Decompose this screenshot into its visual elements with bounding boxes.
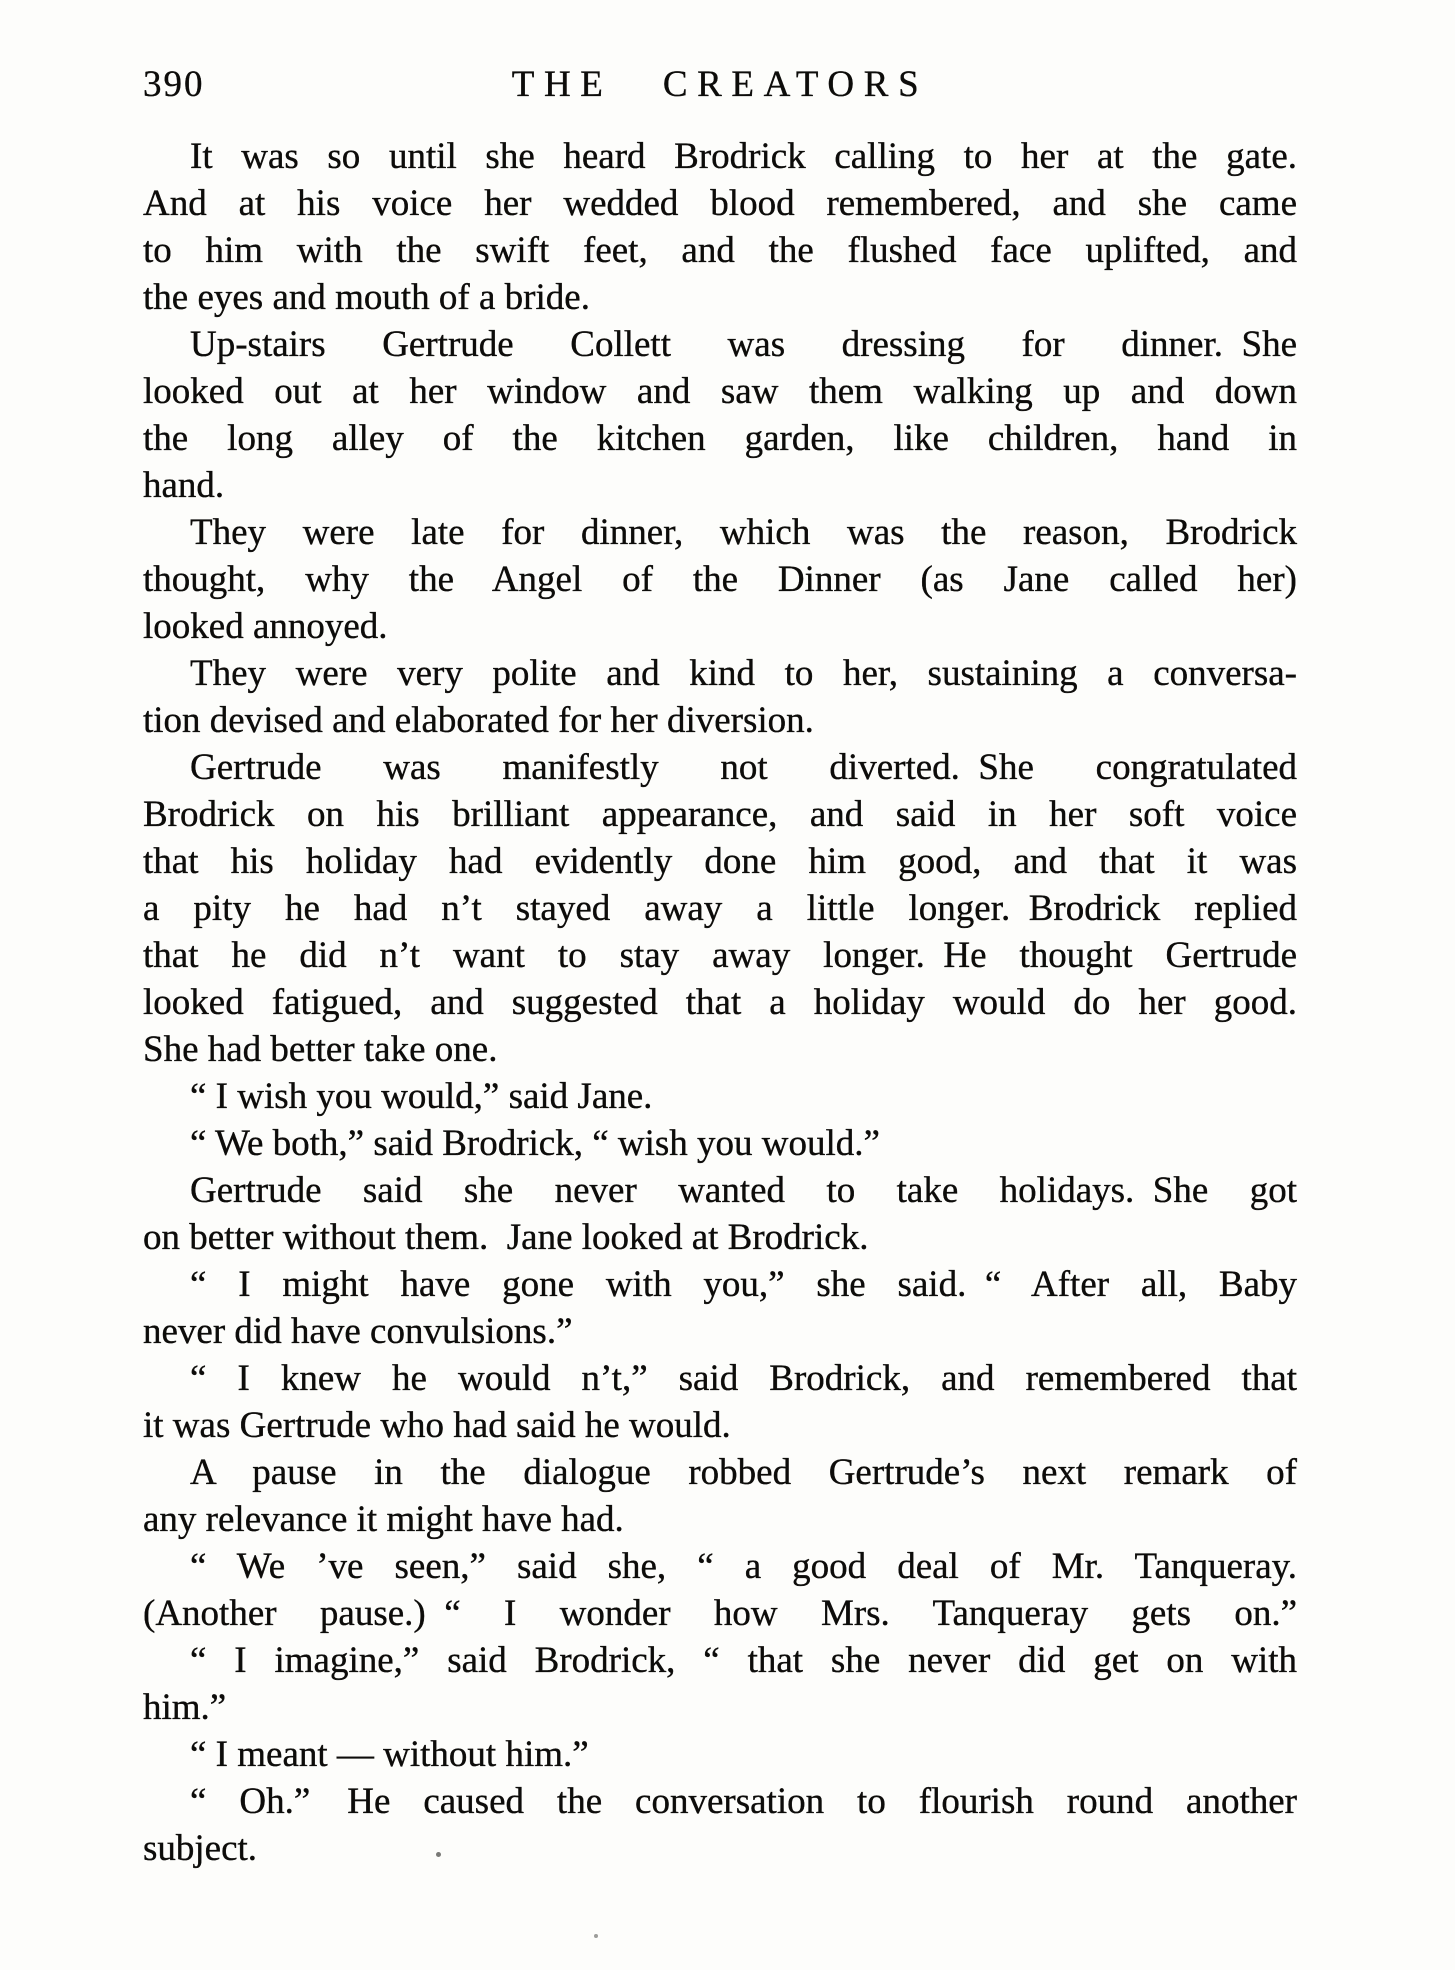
text-line: “ We both,” said Brodrick, “ wish you would.”	[190, 1123, 880, 1164]
text-line: “ I wish you would,” said Jane.	[190, 1076, 653, 1117]
paragraph	[143, 133, 1297, 321]
text-line: looked fatigued, and suggested that a holiday would do her good.	[143, 982, 1297, 1023]
text-line: They were very polite and kind to her, sustaining a conversa-	[190, 653, 1297, 694]
page-number: 390	[143, 64, 205, 105]
text-line: It was so until she heard Brodrick calling to her at the gate.	[190, 136, 1297, 177]
text-line: Up-stairs Gertrude Collett was dressing for dinner. She	[190, 324, 1297, 365]
text-line: him.”	[143, 1687, 227, 1728]
paragraph	[143, 650, 1297, 744]
paragraph	[143, 1261, 1297, 1355]
text-line: Gertrude said she never wanted to take holidays. She got	[190, 1170, 1297, 1211]
paragraph	[143, 1167, 1297, 1261]
text-line: “ I might have gone with you,” she said. “ After all, Baby	[190, 1264, 1297, 1305]
text-line: that he did n’t want to stay away longer. He thought Gertrude	[143, 935, 1297, 976]
text-line: She had better take one.	[143, 1029, 498, 1070]
text-line: it was Gertrude who had said he would.	[143, 1405, 731, 1446]
text-line: never did have convulsions.”	[143, 1311, 573, 1352]
running-head	[143, 64, 1297, 106]
text-line: that his holiday had evidently done him good, and that it was	[143, 841, 1297, 882]
paragraph	[143, 321, 1297, 509]
text-line: thought, why the Angel of the Dinner (as Jane called her)	[143, 559, 1297, 600]
text-line: Gertrude was manifestly not diverted. She congratulated	[190, 747, 1297, 788]
paragraph	[143, 744, 1297, 1073]
text-line: any relevance it might have had.	[143, 1499, 624, 1540]
text-line: subject.	[143, 1828, 258, 1869]
text-line: A pause in the dialogue robbed Gertrude’s next remark of	[190, 1452, 1297, 1493]
paragraph	[143, 1731, 1297, 1778]
text-line: the eyes and mouth of a bride.	[143, 277, 590, 318]
text-line: And at his voice her wedded blood remembered, and she came	[143, 183, 1297, 224]
paragraph	[143, 1778, 1297, 1872]
scan-artifact-dot	[594, 1934, 598, 1938]
paragraph	[143, 1120, 1297, 1167]
text-line: (Another pause.) “ I wonder how Mrs. Tanqueray gets on.”	[143, 1593, 1297, 1634]
text-line: “ I knew he would n’t,” said Brodrick, and remembered that	[190, 1358, 1297, 1399]
text-line: looked annoyed.	[143, 606, 388, 647]
text-line: to him with the swift feet, and the flushed face uplifted, and	[143, 230, 1297, 271]
text-line: looked out at her window and saw them walking up and down	[143, 371, 1297, 412]
text-line: “ We ’ve seen,” said she, “ a good deal of Mr. Tanqueray.	[190, 1546, 1297, 1587]
paragraph	[143, 1073, 1297, 1120]
paragraph	[143, 509, 1297, 650]
text-line: on better without them. Jane looked at Brodrick.	[143, 1217, 869, 1258]
paragraph	[143, 1355, 1297, 1449]
paragraph	[143, 1637, 1297, 1731]
scan-artifact-dot	[436, 1852, 441, 1857]
text-line: hand.	[143, 465, 225, 506]
running-title: THE CREATORS	[511, 64, 929, 105]
text-line: “ Oh.” He caused the conversation to flourish round another	[190, 1781, 1297, 1822]
paragraph	[143, 1449, 1297, 1543]
text-line: “ I imagine,” said Brodrick, “ that she never did get on with	[190, 1640, 1297, 1681]
text-line: Brodrick on his brilliant appearance, and said in her soft voice	[143, 794, 1297, 835]
text-line: tion devised and elaborated for her diversion.	[143, 700, 814, 741]
text-line: They were late for dinner, which was the reason, Brodrick	[190, 512, 1297, 553]
page-body	[143, 133, 1297, 1872]
text-line: the long alley of the kitchen garden, like children, hand in	[143, 418, 1297, 459]
text-line: a pity he had n’t stayed away a little longer. Brodrick replied	[143, 888, 1297, 929]
paragraph	[143, 1543, 1297, 1637]
text-line: “ I meant — without him.”	[190, 1734, 589, 1775]
